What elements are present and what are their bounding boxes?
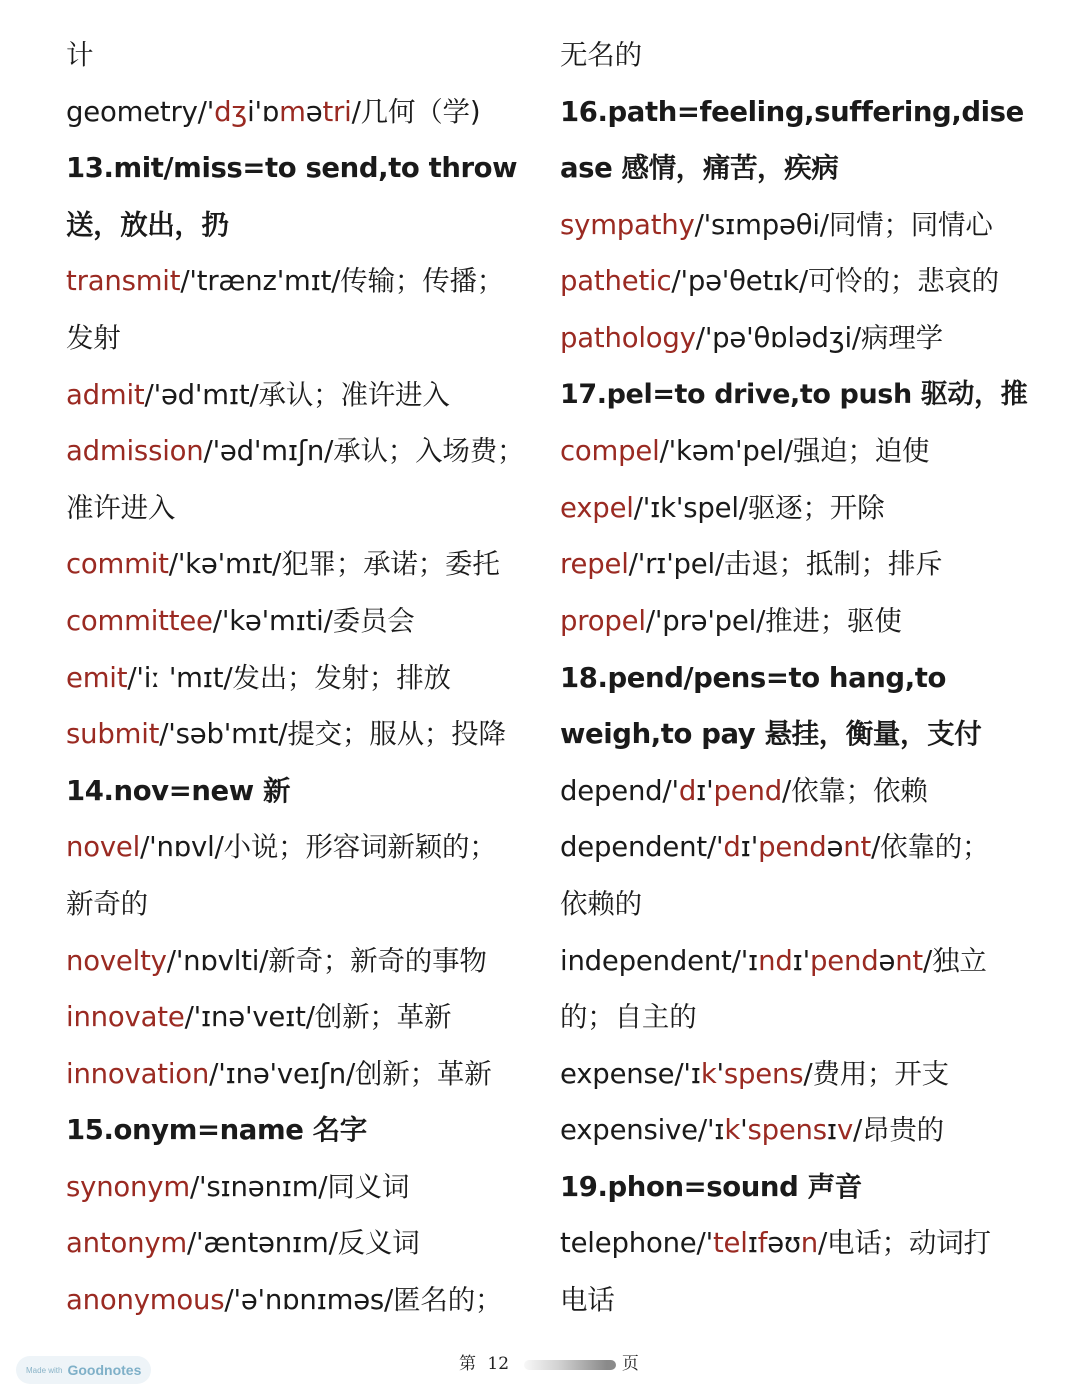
- vocab-line: [66, 989, 536, 1046]
- highlighted-segment: compel: [560, 435, 660, 468]
- text-segment: dependent/': [560, 831, 724, 864]
- vocab-line: [560, 536, 1030, 593]
- highlighted-segment: sympathy: [560, 208, 695, 241]
- section-heading: [560, 1159, 1030, 1216]
- highlighted-segment: v: [836, 1114, 854, 1147]
- text-segment: telephone/': [560, 1227, 713, 1260]
- text-segment: 送，放出，扔: [66, 208, 229, 241]
- text-segment: ': [740, 1114, 748, 1147]
- text-segment: /'ə'nɒnɪməs/匿名的；: [224, 1284, 503, 1317]
- text-segment: 13.mit/miss=to send,to throw: [66, 152, 518, 185]
- vocab-line: [560, 27, 1030, 84]
- vocab-line: [560, 197, 1030, 254]
- text-segment: /'kə'mɪti/委员会: [212, 604, 415, 637]
- highlighted-segment: transmit: [66, 265, 181, 298]
- highlighted-segment: tri: [322, 95, 352, 128]
- vocab-line: [66, 84, 536, 141]
- vocab-line: [66, 819, 536, 876]
- vocab-line: [560, 310, 1030, 367]
- highlighted-segment: committee: [66, 604, 213, 637]
- text-segment: /'əd'mɪt/承认；准许进入: [144, 378, 450, 411]
- highlighted-segment: propel: [560, 604, 646, 637]
- text-segment: əʊ: [767, 1227, 801, 1260]
- section-heading: [66, 140, 536, 197]
- highlighted-segment: d: [723, 831, 741, 864]
- highlighted-segment: pend: [713, 774, 782, 807]
- text-segment: /独立: [923, 944, 987, 977]
- highlighted-segment: spens: [723, 1057, 804, 1090]
- text-segment: /'kəm'pel/强迫；迫使: [659, 435, 930, 468]
- highlighted-segment: admission: [66, 435, 204, 468]
- text-segment: /'nɒvlti/新奇；新奇的事物: [166, 944, 487, 977]
- highlighted-segment: pend: [758, 831, 827, 864]
- vocab-line: [560, 480, 1030, 537]
- text-segment: ə: [878, 944, 896, 977]
- highlighted-segment: repel: [560, 548, 629, 581]
- text-segment: independent/'ɪ: [560, 944, 759, 977]
- section-heading: [560, 650, 1030, 707]
- text-segment: 15.onym=name 名字: [66, 1114, 367, 1147]
- text-segment: /'rɪ'pel/击退；抵制；排斥: [628, 548, 943, 581]
- highlighted-segment: pathetic: [560, 265, 672, 298]
- text-segment: /'prə'pel/推进；驱使: [645, 604, 902, 637]
- highlighted-segment: pathology: [560, 321, 696, 354]
- highlighted-segment: tel: [712, 1227, 748, 1260]
- text-segment: /'ɪnə'veɪt/创新；革新: [184, 1001, 452, 1034]
- vocab-line: [66, 253, 536, 310]
- text-segment: /'ɪk'spel/驱逐；开除: [633, 491, 885, 524]
- made-with-label: Made with: [26, 1365, 63, 1375]
- text-segment: /'kə'mɪt/犯罪；承诺；委托: [168, 548, 500, 581]
- highlighted-segment: spens: [747, 1114, 827, 1147]
- section-heading: [66, 197, 536, 254]
- vocab-line: [66, 933, 536, 990]
- text-segment: /'ɪnə'veɪʃn/创新；革新: [209, 1057, 492, 1090]
- text-segment: /依靠的；: [871, 831, 990, 864]
- page-number-footer: [459, 1349, 639, 1374]
- vocab-line: [560, 933, 1030, 990]
- vocab-line: [560, 593, 1030, 650]
- text-segment: 依赖的: [560, 887, 642, 920]
- text-segment: /费用；开支: [803, 1057, 949, 1090]
- highlighted-segment: pend: [809, 944, 879, 977]
- highlighted-segment: commit: [66, 548, 169, 581]
- text-segment: /'nɒvl/小说；形容词新颖的；: [140, 831, 497, 864]
- text-segment: /电话；动词打: [817, 1227, 991, 1260]
- vocab-line: [560, 1102, 1030, 1159]
- text-segment: /'iː 'mɪt/发出；发射；排放: [127, 661, 451, 694]
- vocab-line: [560, 763, 1030, 820]
- highlighted-segment: emit: [66, 661, 128, 694]
- left-column: [66, 27, 536, 1329]
- vocab-line: [66, 423, 536, 480]
- vocab-line: [560, 819, 1030, 876]
- highlighted-segment: f: [757, 1227, 768, 1260]
- text-segment: /'sɪmpəθi/同情；同情心: [694, 208, 993, 241]
- redaction-blur: [524, 1360, 616, 1370]
- text-segment: i'ɒ: [247, 95, 280, 128]
- highlighted-segment: admit: [66, 378, 145, 411]
- text-segment: 16.path=feeling,suffering,dise: [560, 95, 1024, 128]
- text-segment: ɪ': [740, 831, 759, 864]
- text-segment: ə: [305, 95, 323, 128]
- highlighted-segment: nt: [843, 831, 872, 864]
- highlighted-segment: n: [800, 1227, 818, 1260]
- text-segment: 18.pend/pens=to hang,to: [560, 661, 946, 694]
- right-column: [560, 27, 1030, 1329]
- vocab-line: [560, 1272, 1030, 1329]
- text-segment: /'əd'mɪʃn/承认；入场费；: [203, 435, 525, 468]
- highlighted-segment: expel: [560, 491, 634, 524]
- text-segment: ɪ: [747, 1227, 758, 1260]
- vocab-line: [560, 253, 1030, 310]
- text-segment: expense/'ɪ: [560, 1057, 701, 1090]
- vocab-line: [66, 706, 536, 763]
- page-prefix: 第: [459, 1354, 476, 1374]
- vocab-line: [66, 876, 536, 933]
- text-segment: /'trænz'mɪt/传输；传播；: [180, 265, 505, 298]
- text-segment: 新奇的: [66, 887, 148, 920]
- vocab-line: [66, 480, 536, 537]
- highlighted-segment: novelty: [66, 944, 167, 977]
- section-heading: [560, 706, 1030, 763]
- vocab-line: [560, 1046, 1030, 1103]
- vocab-line: [66, 1159, 536, 1216]
- text-segment: depend/': [560, 774, 679, 807]
- text-segment: weigh,to pay 悬挂，衡量，支付: [560, 718, 982, 751]
- page-suffix: 页: [621, 1354, 639, 1374]
- text-segment: ɪ': [792, 944, 810, 977]
- vocab-line: [66, 650, 536, 707]
- vocab-line: [66, 310, 536, 367]
- text-segment: ə: [826, 831, 844, 864]
- text-segment: /几何（学): [351, 95, 481, 128]
- vocab-line: [66, 27, 536, 84]
- vocab-line: [66, 536, 536, 593]
- vocab-line: [560, 1215, 1030, 1272]
- text-segment: ɪ: [826, 1114, 837, 1147]
- highlighted-segment: submit: [66, 718, 160, 751]
- text-segment: 无名的: [560, 39, 642, 71]
- highlighted-segment: novel: [66, 831, 141, 864]
- goodnotes-badge[interactable]: [16, 1356, 151, 1384]
- text-segment: 14.nov=new 新: [66, 774, 291, 807]
- text-segment: 的；自主的: [560, 1001, 697, 1034]
- vocab-line: [560, 989, 1030, 1046]
- section-heading: [66, 763, 536, 820]
- highlighted-segment: nd: [758, 944, 793, 977]
- highlighted-segment: innovate: [66, 1001, 185, 1034]
- vocab-line: [66, 367, 536, 424]
- text-segment: /'səb'mɪt/提交；服从；投降: [159, 718, 506, 751]
- text-segment: ': [716, 1057, 724, 1090]
- text-segment: ase 感情，痛苦，疾病: [560, 152, 839, 185]
- section-heading: [66, 1102, 536, 1159]
- text-segment: expensive/'ɪ: [560, 1114, 725, 1147]
- vocab-line: [66, 1046, 536, 1103]
- text-segment: /依靠；依赖: [782, 774, 928, 807]
- page-number: 12: [487, 1354, 510, 1374]
- vocab-line: [560, 423, 1030, 480]
- highlighted-segment: nt: [895, 944, 923, 977]
- text-segment: geometry/': [66, 95, 215, 128]
- section-heading: [560, 84, 1030, 141]
- highlighted-segment: synonym: [66, 1170, 190, 1203]
- highlighted-segment: dʒ: [214, 95, 248, 128]
- text-segment: 发射: [66, 321, 121, 354]
- text-segment: 准许进入: [66, 491, 176, 524]
- highlighted-segment: m: [279, 95, 306, 128]
- text-segment: 19.phon=sound 声音: [560, 1170, 862, 1203]
- text-segment: /'æntənɪm/反义词: [186, 1227, 420, 1260]
- text-segment: 电话: [560, 1284, 615, 1317]
- text-segment: /昂贵的: [853, 1114, 944, 1147]
- highlighted-segment: k: [700, 1057, 717, 1090]
- vocab-line: [66, 1215, 536, 1272]
- text-segment: 计: [66, 39, 94, 71]
- text-segment: 17.pel=to drive,to push 驱动，推: [560, 378, 1028, 410]
- highlighted-segment: d: [678, 774, 697, 807]
- section-heading: [560, 367, 1030, 424]
- text-segment: ɪ': [696, 774, 714, 807]
- text-segment: /'pə'θɒlədʒi/病理学: [695, 321, 943, 354]
- highlighted-segment: innovation: [66, 1057, 210, 1090]
- vocab-line: [560, 876, 1030, 933]
- highlighted-segment: antonym: [66, 1227, 187, 1260]
- text-segment: /'pə'θetɪk/可怜的；悲哀的: [671, 265, 999, 298]
- vocab-line: [66, 593, 536, 650]
- goodnotes-logo: Goodnotes: [67, 1362, 142, 1378]
- section-heading: [560, 140, 1030, 197]
- text-segment: /'sɪnənɪm/同义词: [189, 1170, 410, 1203]
- vocab-line: [66, 1272, 536, 1329]
- highlighted-segment: k: [724, 1114, 741, 1147]
- highlighted-segment: anonymous: [66, 1284, 225, 1317]
